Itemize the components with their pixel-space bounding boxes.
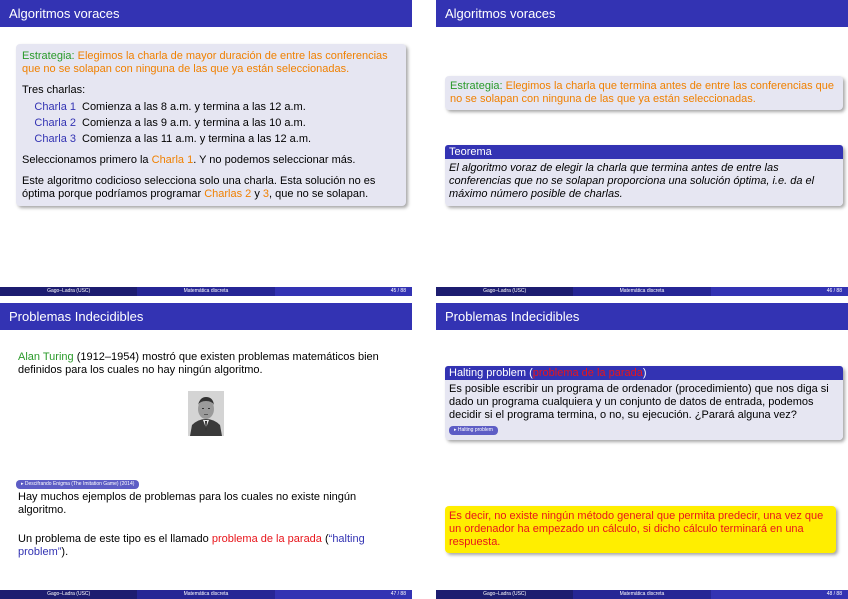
halting-intro-c: (: [321, 533, 329, 545]
theorem-body: [445, 159, 843, 206]
conclusion-text-a: Este algoritmo codicioso selecciona solo una charla. Esta solución no es óptima porque podríamos programar: [22, 175, 376, 200]
halting-intro-e: ).: [61, 546, 69, 558]
conclusion-paragraph: [22, 175, 400, 201]
alan-turing-portrait: [188, 391, 224, 436]
talk-1-desc: Comienza a las 8 a.m. y termina a las 12 a.m.: [82, 101, 306, 113]
strategy-text: Elegimos la charla de mayor duración de entre las conferencias que no se solapan con ninguna de las que ya están seleccionadas.: [22, 50, 388, 75]
halting-problem-english: “halting problem”: [18, 533, 365, 558]
talk-2-name: Charla 2: [34, 117, 76, 129]
movie-link-wrap: [16, 472, 139, 490]
slide-46: [436, 0, 848, 296]
halting-block-title: [445, 366, 843, 380]
selection-text-a: Seleccionamos primero la: [22, 154, 152, 166]
footer-author: Gago–Ladra (USC): [0, 287, 137, 296]
halting-link-button[interactable]: ▸ Halting problem: [449, 426, 498, 435]
footer-course: Matemática discreta: [573, 590, 710, 599]
strategy-box: [16, 44, 406, 206]
footer-author: Gago–Ladra (USC): [436, 590, 573, 599]
theorem-text: El algoritmo voraz de elegir la charla que termina antes de entre las conferencias que no se solapan proporciona una solución óptima, i.e. da el máximo número posible de charlas.: [449, 162, 815, 200]
theorem-block: [445, 145, 843, 206]
block-title-a: Halting problem (: [449, 367, 533, 379]
strategy-text: Elegimos la charla que termina antes de entre las conferencias que no se solapan con ninguna de las que ya están seleccionadas.: [450, 80, 835, 105]
footer-course: Matemática discreta: [137, 287, 274, 296]
slide-title: Problemas Indecidibles: [0, 303, 412, 330]
slide-title: Algoritmos voraces: [436, 0, 848, 27]
slide-footer: [436, 590, 848, 599]
selection-talk: Charla 1: [151, 154, 194, 166]
footer-author: Gago–Ladra (USC): [0, 590, 137, 599]
examples-paragraph: Hay muchos ejemplos de problemas para los cuales no existe ningún algoritmo.: [18, 491, 357, 516]
talk-2-desc: Comienza a las 9 a.m. y termina a las 10 a.m.: [82, 117, 306, 129]
talk-3-name: Charla 3: [34, 133, 76, 145]
talk-2: [22, 117, 400, 130]
slide-title: Algoritmos voraces: [0, 0, 412, 27]
footer-course: Matemática discreta: [137, 590, 274, 599]
block-title-spanish: problema de la parada: [532, 367, 643, 379]
halting-problem-term: problema de la parada: [211, 533, 322, 545]
talk-3-desc: Comienza a las 11 a.m. y termina a las 12 a.m.: [82, 133, 312, 145]
note-box: Es decir, no existe ningún método general que permita predecir, una vez que un ordenador ha empezado un cálculo, si dicho cálculo terminará en una respuesta.: [445, 506, 836, 553]
footer-author: Gago–Ladra (USC): [436, 287, 573, 296]
theorem-title: Teorema: [445, 145, 843, 159]
slide-footer: [0, 590, 412, 599]
halting-intro-a: Un problema de este tipo es el llamado: [18, 533, 212, 545]
selection-text-c: . Y no podemos seleccionar más.: [193, 154, 356, 166]
footer-page: 47 / 88: [275, 590, 412, 599]
strategy-label: Estrategia:: [450, 80, 503, 92]
halting-problem-block: [445, 366, 843, 440]
footer-page: 48 / 88: [711, 590, 848, 599]
talk-1: [22, 101, 400, 114]
footer-page: 46 / 88: [711, 287, 848, 296]
strategy-box: [445, 76, 843, 110]
portrait-image: [188, 391, 224, 436]
slide-title: Problemas Indecidibles: [436, 303, 848, 330]
halting-intro-paragraph: [18, 533, 398, 559]
conclusion-text-e: , que no se solapan.: [269, 188, 369, 200]
talks-intro: Tres charlas:: [22, 84, 86, 96]
slide-footer: [0, 287, 412, 296]
talk-3: [22, 133, 400, 146]
halting-block-text: Es posible escribir un programa de ordenador (procedimiento) que nos diga si dado un programa cualquiera y un conjunto de datos de entrada, podemos decidir si el programa termina, o no, su ejecución. ¿Parará alguna vez?: [449, 383, 829, 421]
conclusion-talk-3: 3: [262, 188, 270, 200]
halting-block-body: [445, 380, 843, 440]
slide-47: [0, 303, 412, 599]
slide-45: [0, 0, 412, 296]
conclusion-talks-2: Charlas 2: [204, 188, 252, 200]
slide-footer: [436, 287, 848, 296]
selection-sentence: [22, 154, 400, 167]
block-title-c: ): [642, 367, 647, 379]
movie-link-button[interactable]: ▸ Descifrando Enigma (The Imitation Game) (2014): [16, 480, 139, 489]
talk-1-name: Charla 1: [34, 101, 76, 113]
turing-intro-text: (1912–1954) mostró que existen problemas matemáticos bien definidos para los cuales no hay ningún algoritmo.: [18, 351, 379, 376]
conclusion-text-c: y: [251, 188, 263, 200]
footer-course: Matemática discreta: [573, 287, 710, 296]
turing-intro: [18, 351, 398, 377]
footer-page: 45 / 88: [275, 287, 412, 296]
turing-name: Alan Turing: [18, 351, 74, 363]
slide-48: [436, 303, 848, 599]
strategy-label: Estrategia:: [22, 50, 75, 62]
